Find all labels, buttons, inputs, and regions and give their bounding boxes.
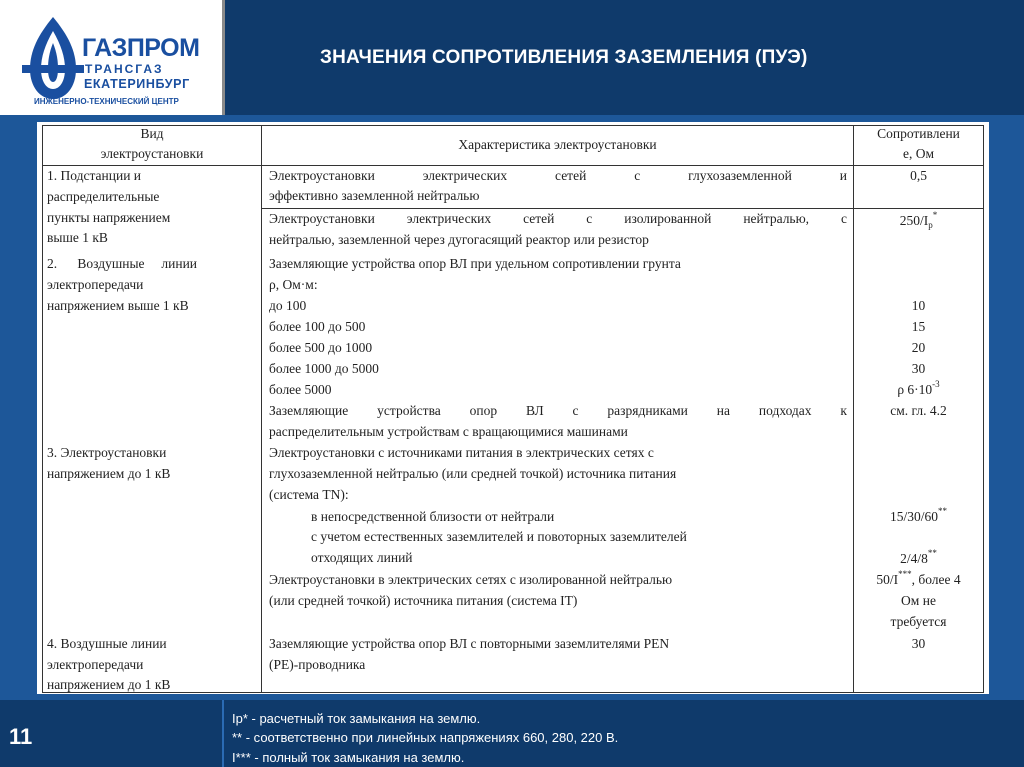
footer-divider [222,700,224,767]
char-r5-line2: (PE)-проводника [269,657,366,672]
slide-number: 11 [9,724,33,749]
res-value-4: 15 [911,319,926,334]
header-col-resistance-line1: Сопротивлени [877,126,960,141]
res-value-11-line3: требуется [890,614,947,629]
char-r4-line5: с учетом естественных заземлителей и повоторных заземлителей [311,529,687,544]
header-col-characteristic: Характеристика электроустановки [458,137,657,152]
type-3-line2: напряжением до 1 кВ [47,466,171,481]
type-1-line4: выше 1 кВ [47,230,108,245]
res-value-8: см. гл. 4.2 [890,403,947,418]
header-col-type-line2: электроустановки [100,146,204,161]
type-1-line3: пункты напряжением [47,210,171,225]
char-r2-line1: Электроустановки электрических сетей с изолированной нейтралью, с [269,211,847,226]
type-2-line1: 2. Воздушные линии [47,256,198,271]
char-r4-line2: глухозаземленной нейтралью (или средней точкой) источника питания [269,466,677,481]
char-r4-line6: отходящих линий [311,550,413,565]
res-value-3: 10 [911,298,926,313]
footnote-1: Ip* - расчетный ток замыкания на землю. [232,711,481,726]
footnote-3: I*** - полный ток замыкания на землю. [232,750,465,765]
type-4-line2: электропередачи [47,657,144,672]
res-value-1: 0,5 [910,168,927,183]
char-r1-line1: Электроустановки электрических сетей с глухозаземленной и [269,168,847,183]
logo-subtitle-2: ЕКАТЕРИНБУРГ [84,77,190,91]
type-1-line1: 1. Подстанции и [47,168,142,183]
logo-subtitle-1: ТРАНСГАЗ [85,62,164,76]
res-value-2: $250/I_р^*$ [899,210,938,230]
char-r3-line5: более 500 до 1000 [269,340,373,355]
res-value-6: 30 [911,361,926,376]
footnote-2: ** - соответственно при линейных напряжениях 660, 280, 220 В. [232,730,619,745]
type-4-line1: 4. Воздушные линии [47,636,167,651]
char-r4-line1: Электроустановки с источниками питания в электрических сетях с [269,445,654,460]
res-value-11-line2: Ом не [901,593,936,608]
type-4-line3: напряжением до 1 кВ [47,677,171,692]
type-1-line2: распределительные [47,189,160,204]
footer [0,700,1024,767]
slide-title: ЗНАЧЕНИЯ СОПРОТИВЛЕНИЯ ЗАЗЕМЛЕНИЯ (ПУЭ) [320,47,808,68]
char-r3-line6: более 1000 до 5000 [269,361,379,376]
gazprom-flame-logo-icon [22,13,84,105]
char-r3-line3: до 100 [269,298,307,313]
char-r4-line7: Электроустановки в электрических сетях с изолированной нейтралью [269,572,673,587]
char-r3-line9: распределительным устройствам с вращающимися машинами [269,424,628,439]
char-r4-line8: (или средней точкой) источника питания (система IT) [269,593,578,608]
char-r3-line1: Заземляющие устройства опор ВЛ при удельном сопротивлении грунта [269,256,681,271]
res-value-10: 2/4/8** [900,548,937,566]
type-2-line2: электропередачи [47,277,144,292]
logo-panel [0,0,222,115]
header-col-type-line1: Вид [140,126,164,141]
char-r4-line4: в непосредственной близости от нейтрали [311,509,555,524]
char-r3-line4: более 100 до 500 [269,319,366,334]
type-3-line1: 3. Электроустановки [47,445,167,460]
char-r5-line1: Заземляющие устройства опор ВЛ с повторными заземлителями PEN [269,636,670,651]
char-r3-line8: Заземляющие устройства опор ВЛ с разрядниками на подходах к [269,403,847,418]
logo-brand-name: ГАЗПРОМ [82,34,200,62]
res-value-7: ρ $6\cdot 10^{-3}$ [897,379,940,397]
document-table [37,122,989,694]
header-col-resistance-line2: е, Ом [902,146,935,161]
res-value-5: 20 [911,340,926,355]
char-r3-line7: более 5000 [269,382,332,397]
res-value-11-line1: 50/I***, более 4 [876,569,961,587]
logo-subtitle-3: ИНЖЕНЕРНО-ТЕХНИЧЕСКИЙ ЦЕНТР [34,97,179,106]
type-2-line3: напряжением выше 1 кВ [47,298,189,313]
res-value-9: 15/30/60** [889,506,947,524]
char-r4-line3: (система TN): [269,487,349,502]
char-r2-line2: нейтралью, заземленной через дугогасящий реактор или резистор [269,232,649,247]
char-r3-line2: ρ, Ом·м: [269,277,318,292]
char-r1-line2: эффективно заземленной нейтралью [269,188,480,203]
res-value-12: 30 [911,636,926,651]
